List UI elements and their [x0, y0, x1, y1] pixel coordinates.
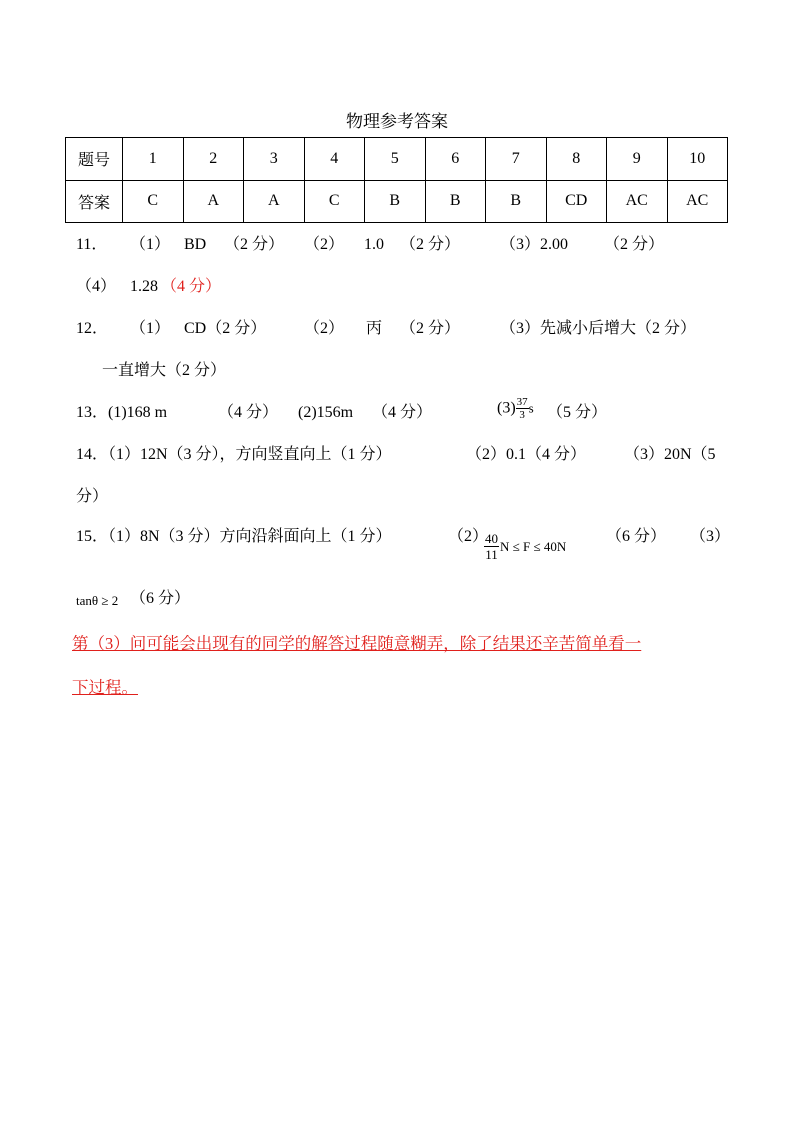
table-cell: C: [304, 180, 365, 223]
q15-score2: （6 分）: [606, 528, 667, 545]
q12-num: 12．: [76, 320, 109, 337]
q14-answer3-cont: 分）: [76, 488, 109, 505]
q11-num: 11．: [76, 236, 108, 253]
table-cell: 2: [183, 138, 244, 181]
q13-unit: s: [528, 400, 534, 416]
table-cell: 4: [304, 138, 365, 181]
q13-score3: （5 分）: [547, 404, 608, 421]
q12-part1: （1）: [130, 320, 171, 337]
q12-part3: （3）先减小后增大（2 分）: [500, 320, 697, 337]
table-cell: 9: [607, 138, 668, 181]
row-label-answer: 答案: [66, 180, 123, 223]
grading-note-line2: 下过程。: [72, 678, 138, 697]
table-cell: B: [425, 180, 486, 223]
q13-fraction: [516, 396, 529, 421]
table-cell: B: [365, 180, 426, 223]
q11-score3: （2 分）: [604, 236, 665, 253]
q15-answer3: tanθ ≥ 2: [76, 593, 119, 608]
q11-answer1: BD: [184, 236, 207, 253]
q13-answer1: 13．(1)168 m: [76, 404, 168, 421]
q11-part2: （2）: [304, 236, 345, 253]
q14-answer2: （2）0.1（4 分）: [466, 446, 587, 463]
q11-score1: （2 分）: [224, 236, 285, 253]
q11-part1: （1）: [130, 236, 171, 253]
table-cell: C: [123, 180, 184, 223]
q14-answer1: 14．（1）12N（3 分），方向竖直向上（1 分）: [76, 446, 392, 463]
table-cell: A: [183, 180, 244, 223]
q15-score3: （6 分）: [130, 590, 191, 607]
q13-fraction-denominator: 3: [519, 409, 525, 421]
q13-score1: （4 分）: [218, 404, 279, 421]
table-row: [66, 180, 728, 223]
table-cell: 3: [244, 138, 305, 181]
q11-score2: （2 分）: [400, 236, 461, 253]
table-cell: AC: [607, 180, 668, 223]
q12-answer1: CD（2 分）: [184, 320, 267, 337]
table-cell: 10: [667, 138, 728, 181]
q13-answer3: [497, 396, 534, 421]
q11-part4: （4）: [76, 278, 117, 295]
q12-score2: （2 分）: [400, 320, 461, 337]
page-title: 物理参考答案: [346, 112, 448, 131]
q15-fraction-denominator: 11: [485, 547, 498, 562]
q12-part2: （2）: [304, 320, 345, 337]
q11-part3: （3）2.00: [500, 236, 569, 253]
table-cell: A: [244, 180, 305, 223]
q15-answer1: 15．（1）8N（3 分）方向沿斜面向上（1 分）: [76, 528, 392, 545]
q13-fraction-numerator: 37: [516, 396, 528, 408]
grading-note-line1: 第（3）问可能会出现有的同学的解答过程随意糊弄，除了结果还辛苦简单看一: [72, 634, 642, 653]
table-cell: AC: [667, 180, 728, 223]
q14-answer3: （3）20N（5: [624, 446, 716, 463]
table-row: [66, 138, 728, 181]
q15-part2: （2）: [448, 528, 489, 545]
table-cell: 6: [425, 138, 486, 181]
q15-inequality: N ≤ F ≤ 40N: [500, 538, 567, 554]
q12-part3-cont: 一直增大（2 分）: [102, 362, 227, 379]
table-cell: CD: [546, 180, 607, 223]
q15-fraction: [484, 531, 499, 562]
q13-answer2: (2)156m: [298, 404, 354, 421]
table-cell: 7: [486, 138, 547, 181]
table-cell: 8: [546, 138, 607, 181]
q15-part3: （3）: [690, 528, 731, 545]
row-label-question-number: 题号: [66, 138, 123, 181]
q15-answer2: [484, 531, 566, 562]
q13-score2: （4 分）: [372, 404, 433, 421]
q11-answer2: 1.0: [364, 236, 384, 253]
table-cell: B: [486, 180, 547, 223]
answer-key-table: [65, 137, 728, 223]
q13-part3-label: (3): [497, 399, 516, 417]
q15-fraction-numerator: 40: [485, 531, 498, 546]
q12-answer2: 丙: [366, 320, 383, 337]
q11-answer4: 1.28: [130, 278, 158, 295]
table-cell: 5: [365, 138, 426, 181]
q11-score4: （4 分）: [161, 278, 222, 295]
table-cell: 1: [123, 138, 184, 181]
